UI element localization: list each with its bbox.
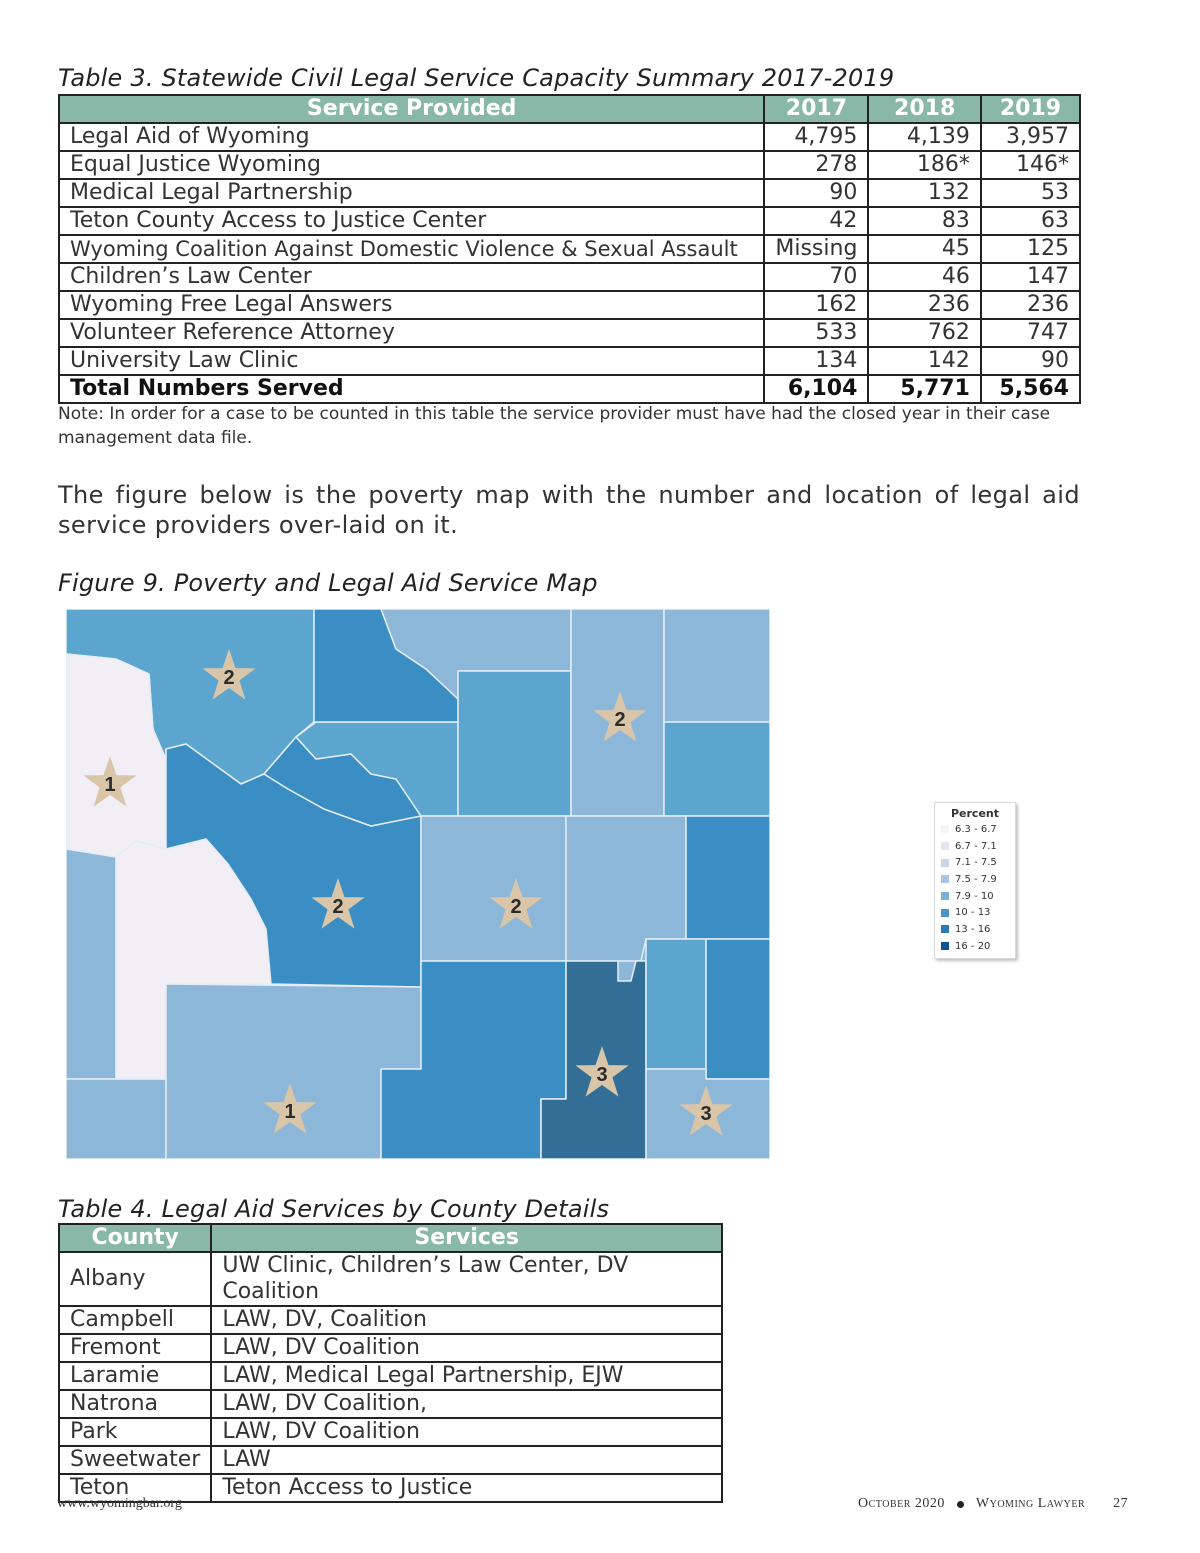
provider-name: University Law Clinic xyxy=(59,347,764,375)
table-row xyxy=(59,235,1080,263)
county-services: LAW, DV Coalition, xyxy=(211,1390,722,1418)
table-row xyxy=(59,347,1080,375)
value-2018: 45 xyxy=(868,235,980,263)
provider-name: Wyoming Coalition Against Domestic Violence & Sexual Assault xyxy=(59,235,764,263)
table-row xyxy=(59,1446,722,1474)
legend-swatch xyxy=(941,825,949,833)
legend-label: 6.7 - 7.1 xyxy=(955,840,997,852)
table-row xyxy=(59,1306,722,1334)
table-row xyxy=(59,1252,722,1306)
provider-name: Teton County Access to Justice Center xyxy=(59,207,764,235)
total-2018: 5,771 xyxy=(868,375,980,403)
footer-issue: October 2020 xyxy=(858,1496,945,1511)
county-niobrara xyxy=(686,816,770,939)
legend-swatch xyxy=(941,925,949,933)
value-2017: 162 xyxy=(764,291,868,319)
county-crook xyxy=(664,609,770,722)
page-number: 27 xyxy=(1113,1496,1129,1511)
value-2017: 90 xyxy=(764,179,868,207)
county-name: Teton xyxy=(59,1474,211,1502)
county-services: LAW, DV Coalition xyxy=(211,1334,722,1362)
county-weston xyxy=(664,722,770,816)
star-count: 1 xyxy=(284,1101,296,1123)
star-count: 2 xyxy=(614,709,626,731)
table-row xyxy=(59,1390,722,1418)
county-uinta xyxy=(66,1079,166,1159)
table-row xyxy=(59,1362,722,1390)
table4-caption: Table 4. Legal Aid Services by County Details xyxy=(58,1195,610,1223)
legend-swatch xyxy=(941,909,949,917)
value-2019: 125 xyxy=(981,235,1080,263)
value-2017: 4,795 xyxy=(764,123,868,151)
map-legend xyxy=(934,802,1016,959)
table-row xyxy=(59,291,1080,319)
county-goshen xyxy=(706,939,770,1079)
value-2019: 236 xyxy=(981,291,1080,319)
county-services: LAW, DV Coalition xyxy=(211,1418,722,1446)
legend-item xyxy=(935,871,1015,888)
county-platte xyxy=(646,939,706,1069)
legend-label: 13 - 16 xyxy=(955,923,991,935)
value-2018: 142 xyxy=(868,347,980,375)
provider-name: Medical Legal Partnership xyxy=(59,179,764,207)
legend-item xyxy=(935,888,1015,905)
value-2018: 186* xyxy=(868,151,980,179)
table-row xyxy=(59,207,1080,235)
table3-header-service: Service Provided xyxy=(59,95,764,123)
table4 xyxy=(58,1223,723,1503)
legend-label: 7.9 - 10 xyxy=(955,890,994,902)
legend-item xyxy=(935,921,1015,938)
legend-label: 7.5 - 7.9 xyxy=(955,873,997,885)
footer-issue-line xyxy=(858,1496,1128,1512)
county-johnson xyxy=(458,671,571,816)
value-2018: 762 xyxy=(868,319,980,347)
value-2019: 53 xyxy=(981,179,1080,207)
county-name: Laramie xyxy=(59,1362,211,1390)
county-services: Teton Access to Justice xyxy=(211,1474,722,1502)
star-count: 2 xyxy=(510,896,522,918)
total-label: Total Numbers Served xyxy=(59,375,764,403)
county-lincoln xyxy=(66,849,116,1079)
provider-name: Wyoming Free Legal Answers xyxy=(59,291,764,319)
value-2019: 63 xyxy=(981,207,1080,235)
county-name: Park xyxy=(59,1418,211,1446)
table-row xyxy=(59,179,1080,207)
table4-header-county: County xyxy=(59,1224,211,1252)
footer-website: www.wyomingbar.org xyxy=(57,1496,182,1511)
table-row xyxy=(59,123,1080,151)
value-2017: 42 xyxy=(764,207,868,235)
value-2019: 146* xyxy=(981,151,1080,179)
legend-swatch xyxy=(941,859,949,867)
county-name: Albany xyxy=(59,1252,211,1306)
value-2018: 132 xyxy=(868,179,980,207)
total-2019: 5,564 xyxy=(981,375,1080,403)
value-2017: 278 xyxy=(764,151,868,179)
provider-name: Equal Justice Wyoming xyxy=(59,151,764,179)
legend-swatch xyxy=(941,942,949,950)
county-natrona xyxy=(421,816,566,961)
star-count: 2 xyxy=(332,896,344,918)
value-2017: 134 xyxy=(764,347,868,375)
legend-label: 7.1 - 7.5 xyxy=(955,857,997,869)
bullet-icon xyxy=(957,1501,964,1508)
legend-title: Percent xyxy=(950,807,1000,820)
value-2018: 83 xyxy=(868,207,980,235)
legend-swatch xyxy=(941,875,949,883)
value-2017: Missing xyxy=(764,235,868,263)
legend-label: 6.3 - 6.7 xyxy=(955,823,997,835)
table3-header-2017: 2017 xyxy=(764,95,868,123)
star-count: 3 xyxy=(596,1064,608,1086)
table-row xyxy=(59,319,1080,347)
table4-header-row xyxy=(59,1224,722,1252)
star-count: 3 xyxy=(700,1103,712,1125)
value-2019: 3,957 xyxy=(981,123,1080,151)
legend-items xyxy=(935,821,1015,955)
legend-label: 16 - 20 xyxy=(955,940,991,952)
figure9-caption: Figure 9. Poverty and Legal Aid Service Map xyxy=(58,569,598,597)
county-name: Natrona xyxy=(59,1390,211,1418)
star-count: 2 xyxy=(223,667,235,689)
value-2017: 533 xyxy=(764,319,868,347)
table3-total-row xyxy=(59,375,1080,403)
legend-item xyxy=(935,938,1015,955)
county-name: Fremont xyxy=(59,1334,211,1362)
county-services: LAW, DV, Coalition xyxy=(211,1306,722,1334)
body-paragraph: The figure below is the poverty map with the number and location of legal aid service providers over-laid on it. xyxy=(58,481,1080,539)
provider-name: Volunteer Reference Attorney xyxy=(59,319,764,347)
legend-item xyxy=(935,904,1015,921)
table3-header-row xyxy=(59,95,1080,123)
value-2019: 147 xyxy=(981,263,1080,291)
table3-header-2018: 2018 xyxy=(868,95,980,123)
county-services: UW Clinic, Children’s Law Center, DV Coalition xyxy=(211,1252,722,1306)
table3 xyxy=(58,94,1081,404)
footer-publication: Wyoming Lawyer xyxy=(975,1496,1086,1511)
table4-header-services: Services xyxy=(211,1224,722,1252)
county-services: LAW, Medical Legal Partnership, EJW xyxy=(211,1362,722,1390)
provider-name: Children’s Law Center xyxy=(59,263,764,291)
table-row xyxy=(59,151,1080,179)
county-name: Campbell xyxy=(59,1306,211,1334)
table3-caption: Table 3. Statewide Civil Legal Service Capacity Summary 2017-2019 xyxy=(58,64,895,92)
value-2017: 70 xyxy=(764,263,868,291)
table3-header-2019: 2019 xyxy=(981,95,1080,123)
star-count: 1 xyxy=(104,774,116,796)
legend-item xyxy=(935,838,1015,855)
table-row xyxy=(59,263,1080,291)
table-row xyxy=(59,1418,722,1446)
table3-note: Note: In order for a case to be counted in this table the service provider must have had the closed year in their case management data file. xyxy=(58,404,1051,448)
legend-label: 10 - 13 xyxy=(955,907,991,919)
legend-item xyxy=(935,821,1015,838)
poverty-map xyxy=(66,609,770,1159)
provider-name: Legal Aid of Wyoming xyxy=(59,123,764,151)
value-2018: 46 xyxy=(868,263,980,291)
legend-swatch xyxy=(941,842,949,850)
county-services: LAW xyxy=(211,1446,722,1474)
county-name: Sweetwater xyxy=(59,1446,211,1474)
value-2018: 4,139 xyxy=(868,123,980,151)
legend-item xyxy=(935,854,1015,871)
total-2017: 6,104 xyxy=(764,375,868,403)
legend-swatch xyxy=(941,892,949,900)
value-2018: 236 xyxy=(868,291,980,319)
table-row xyxy=(59,1334,722,1362)
value-2019: 747 xyxy=(981,319,1080,347)
value-2019: 90 xyxy=(981,347,1080,375)
